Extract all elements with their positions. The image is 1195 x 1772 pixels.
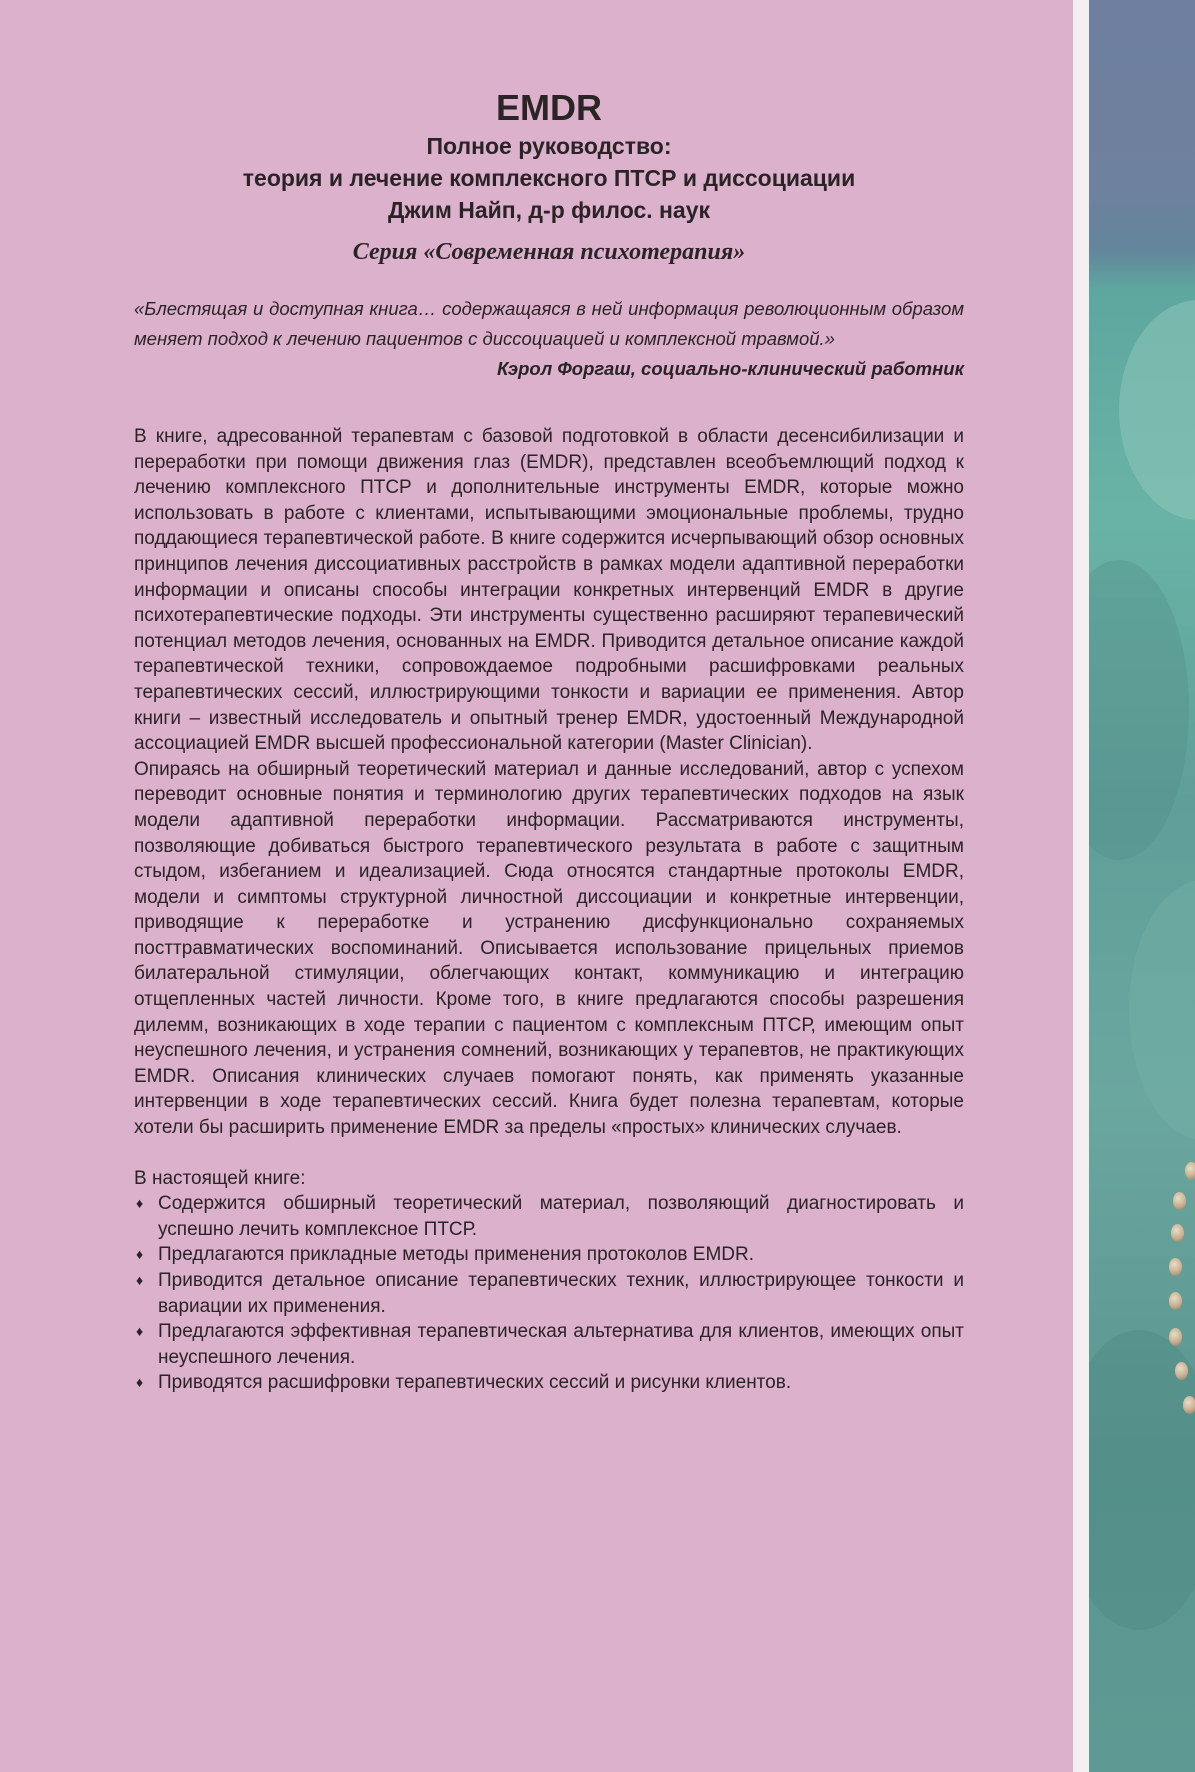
review-quote-author: Кэрол Форгаш, социально-клинический работник [496,358,964,379]
description-paragraph-2: Опираясь на обширный теоретический материал и данные исследований, автор с успехом переводит основные понятия и терминологию других терапевтических подходов на язык модели адаптивной переработки информации. Рассматриваются инструменты, позволяющие добиваться быстрого терапевтического результата в работе с защитным стыдом, избеганием и идеализацией. Сюда относятся стандартные протоколы EMDR, модели и симптомы структурной личностной диссоциации и конкретные интервенции, приводящие к переработке и устранению дисфункционально сохраняемых посттравматических воспоминаний. Описывается использование прицельных приемов билатеральной стимуляции, облегчающих контакт, коммуникацию и интеграцию отщепленных частей личности. Кроме того, в книге предлагаются способы разрешения дилемм, возникающих в ходе терапии с пациентом с комплексным ПТСР, имеющим опыт неуспешного лечения, и устранения сомнений, возникающих у терапевтов, не практикующих EMDR. Описания клинических случаев помогают понять, как применять указанные интервенции в ходе терапевтических сессий. Книга будет полезна терапевтам, которые хотели бы расширить применение EMDR за пределы «простых» клинических случаев. [134,758,964,1139]
book-series: Серия «Современная психотерапия» [352,239,746,265]
list-item [134,1319,964,1370]
list-item-text: Приводится детальное описание терапевтических техник, иллюстрирующее тонкости и вариации их применения. [158,1270,964,1317]
book-title: EMDR [496,87,602,128]
book-subtitle-line-2: теория и лечение комплексного ПТСР и диссоциации [242,165,856,191]
spine-artwork [1089,0,1195,1772]
features-heading: В настоящей книге: [134,1167,306,1189]
features-list [134,1191,964,1396]
list-item-text: Содержится обширный теоретический материал, позволяющий диагностировать и успешно лечить комплексное ПТСР. [158,1193,964,1240]
diamond-bullet-icon: ♦ [136,1195,144,1212]
book-subtitle-line-1: Полное руководство: [426,133,672,159]
diamond-bullet-icon: ♦ [136,1272,144,1288]
list-item-text: Предлагаются эффективная терапевтическая альтернатива для клиентов, имеющих опыт неуспешного лечения. [158,1321,964,1368]
diamond-bullet-icon: ♦ [136,1246,144,1263]
page-gutter [1073,0,1089,1772]
list-item-text: Предлагаются прикладные методы применения протоколов EMDR. [158,1244,754,1266]
list-item [134,1370,964,1396]
list-item [134,1242,964,1268]
back-cover-content [134,86,964,1396]
list-item [134,1191,964,1242]
diamond-bullet-icon: ♦ [136,1374,144,1391]
list-item [134,1268,964,1319]
review-quote: «Блестящая и доступная книга… содержащаяся в ней информация революционным образом меняет подход к лечению пациентов с диссоциацией и комплексной травмой.» [134,298,964,349]
diamond-bullet-icon: ♦ [136,1323,144,1340]
description-paragraph-1: В книге, адресованной терапевтам с базовой подготовкой в области десенсибилизации и переработки при помощи движения глаз (EMDR), представлен всеобъемлющий подход к лечению комплексного ПТСР и дополнительные инструменты EMDR, которые можно использовать в работе с клиентами, испытывающими эмоциональные проблемы, трудно поддающиеся терапевтической работе. В книге содержится исчерпывающий обзор основных принципов лечения диссоциативных расстройств в рамках модели адаптивной переработки информации и описаны способы интеграции конкретных интервенций EMDR в другие психотерапевтические подходы. Эти инструменты существенно расширяют терапевический потенциал методов лечения, основанных на EMDR. Приводится детальное описание каждой терапевтической техники, сопровождаемое подробными расшифровками реальных терапевтических сессий, иллюстрирующими тонкости и вариации ее применения. Автор книги – известный исследователь и опытный тренер EMDR, удостоенный Международной ассоциацией EMDR высшей профессиональной категории (Master Clinician). [134,426,964,755]
list-item-text: Приводятся расшифровки терапевтических сессий и рисунки клиентов. [158,1372,792,1394]
book-author: Джим Найп, д-р филос. наук [387,197,711,223]
